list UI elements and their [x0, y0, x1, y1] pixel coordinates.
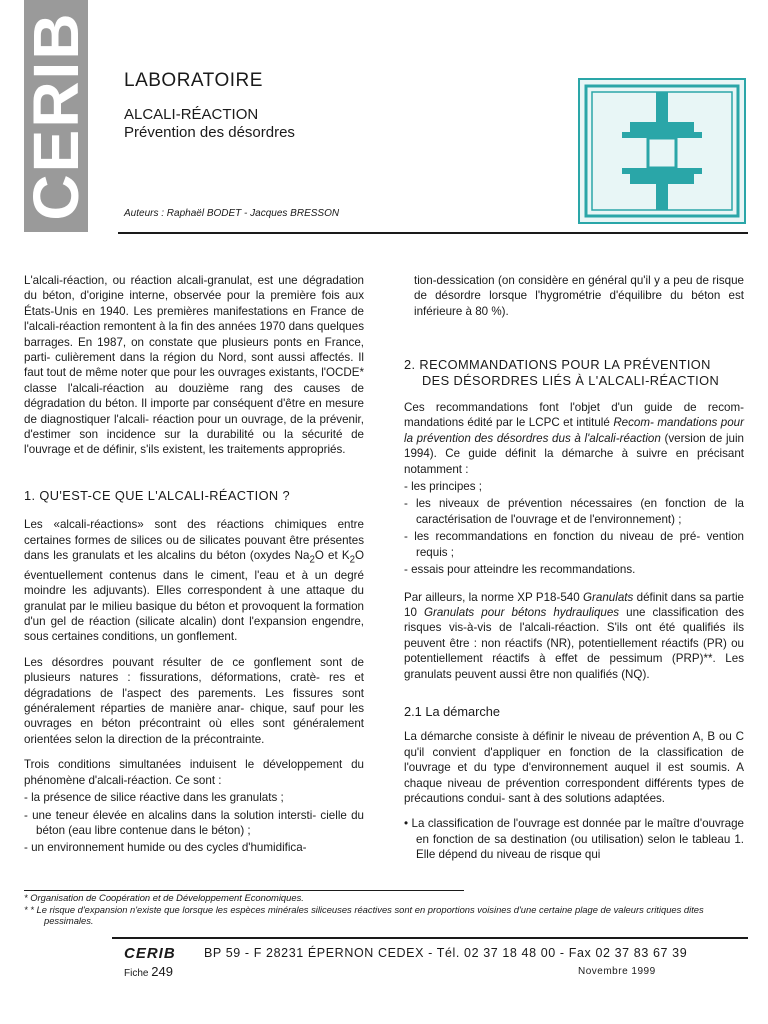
- list-item: - la présence de silice réactive dans les granulats ;: [24, 791, 284, 805]
- list-item: - essais pour atteindre les recommandations.: [404, 563, 636, 577]
- header-rule: [118, 232, 748, 234]
- footnote-2: * * Le risque d'expansion n'existe que lorsque les espèces minérales siliceuses réactives sont en proportions voisines d'une certaine plage de valeurs critiques dites pessimales.: [24, 903, 704, 927]
- footer-rule: [112, 937, 748, 939]
- section-1-paragraph-1: Les «alcali-réactions» sont des réactions chimiques entre certaines formes de silices ou de silicates pouvant être présentes dans les granulats et les alcalins du béton (oxydes $Na_2O$ et $K_2O$ éventuellement contenus dans le ciment, l'eau et à un degré moindre les adjuvants). Elles correspondent à une attaque du granulat par le milieu basique du béton et provoquent la formation d'un gel de réaction (silicate alcalin) dont l'expansion engendre, sous certaines conditions, un gonflement.: [24, 518, 364, 644]
- left-column: [24, 273, 364, 858]
- list-item: - une teneur élevée en alcalins dans la solution intersti- cielle du béton (eau libre contenue dans le béton) ;: [24, 808, 364, 837]
- section-2-heading: 2. RECOMMANDATIONS POUR LA PRÉVENTION DES DÉSORDRES LIÉS À L'ALCALI-RÉACTION: [404, 357, 720, 388]
- footer-logo: CERIB: [124, 945, 176, 962]
- section-2-1-heading: 2.1 La démarche: [404, 703, 501, 719]
- list-item: • La classification de l'ouvrage est donnée par le maître d'ouvrage en fonction de sa destination (ou utilisation) selon le tableau 1. Elle dépend du niveau de risque qui: [404, 817, 744, 862]
- continuation-paragraph: tion-dessication (on considère en général qu'il y a peu de risque de désordre lorsque l'hygrométrie d'équilibre du béton est inférieure à 80 %).: [414, 274, 744, 318]
- classification-list: [404, 816, 744, 862]
- logo-band-text: CERIB: [20, 11, 92, 221]
- conditions-list: [24, 790, 364, 856]
- footnote-1: * Organisation de Coopération et de Développement Economiques.: [24, 892, 304, 903]
- authors: Auteurs : Raphaël BODET - Jacques BRESSON: [124, 208, 340, 219]
- section-1-heading: 1. QU'EST-CE QUE L'ALCALI-RÉACTION ?: [24, 487, 291, 503]
- section-2-1-paragraph: La démarche consiste à définir le niveau de prévention A, B ou C qu'il convient d'appliquer en fonction de la classification de l'ouvrage et du type d'environnement auquel il est soumis. A chaque niveau de prévention correspondent différents types de précautions condui- sant à des solutions adaptées.: [404, 730, 744, 805]
- series-title: LABORATOIRE: [124, 70, 263, 91]
- footnotes: [24, 892, 744, 927]
- list-item: - les niveaux de prévention nécessaires (en fonction de la caractérisation de l'ouvrage et de l'environnement) ;: [404, 497, 744, 526]
- footnote-rule: [24, 890, 464, 891]
- section-1-paragraph-3: Trois conditions simultanées induisent le développement du phénomène d'alcali-réaction. Ce sont :: [24, 758, 364, 787]
- guide-contents-list: [404, 479, 744, 577]
- specimen-illustration: [578, 78, 746, 224]
- section-2-paragraph-1: Ces recommandations font l'objet d'un guide de recom- mandations édité par le LCPC et intitulé Recom- mandations pour la prévention des désordres dus à l'alcali-réaction (version de juin 1994). Ce guide définit la démarche à suivre en précisant notamment :: [404, 401, 745, 476]
- right-column: [404, 273, 744, 865]
- list-item: - un environnement humide ou des cycles d'humidifica-: [24, 841, 307, 855]
- fiche-number: Fiche 249: [124, 964, 173, 979]
- footer-address: BP 59 - F 28231 ÉPERNON CEDEX - Tél. 02 37 18 48 00 - Fax 02 37 83 67 39: [204, 946, 688, 960]
- list-item: - les principes ;: [404, 480, 482, 494]
- document-title: ALCALI-RÉACTION: [124, 106, 259, 123]
- document-subtitle: Prévention des désordres: [124, 124, 295, 141]
- list-item: - les recommandations en fonction du niveau de pré- vention requis ;: [404, 530, 744, 559]
- section-1-paragraph-2: Les désordres pouvant résulter de ce gonflement sont de plusieurs natures : fissurations, déformations, cratè- res et dégradations de l'aspect des parements. Les fissures sont généralement réparties de manière anar- chique, sauf pour les ouvrages en béton précontraint où elles sont généralement orientées selon la direction de la précontrainte.: [24, 655, 364, 746]
- intro-paragraph: L'alcali-réaction, ou réaction alcali-granulat, est une dégradation du béton, d'origine interne, observée pour la première fois aux États-Unis en 1940. Les premières manifestations en France de l'alcali-réaction remontent à la fin des années 1970 dans quelques barrages. En 1987, on constate que plusieurs ponts en France, parti- culièrement dans la région du Nord, sont aussi affectés. Il faut tout de même noter que pour les ouvrages existants, l'OCDE* classe l'alcali-réaction au douzième rang des causes de dégradation du béton. Il importe par conséquent d'être en mesure de diagnostiquer l'alcali- réaction pour un ouvrage, de la prévenir, d'estimer son incidence sur la durabilité ou la sécurité de l'ouvrage et de définir, s'ils existent, les traitements appropriés.: [24, 274, 364, 457]
- section-2-paragraph-2: Par ailleurs, la norme XP P18-540 Granulats définit dans sa partie 10 Granulats pour bétons hydrauliques une classification des risques vis-à-vis de l'alcali-réaction. S'ils ont été qualifiés ils peuvent être : non réactifs (NR), potentiellement réactifs (PR) ou potentiellement réactifs à effet de pessimum (PRP)**. Les granulats peuvent aussi être non qualifiés (NQ).: [404, 590, 744, 681]
- publication-date: Novembre 1999: [578, 966, 656, 977]
- logo-band: [20, 0, 92, 232]
